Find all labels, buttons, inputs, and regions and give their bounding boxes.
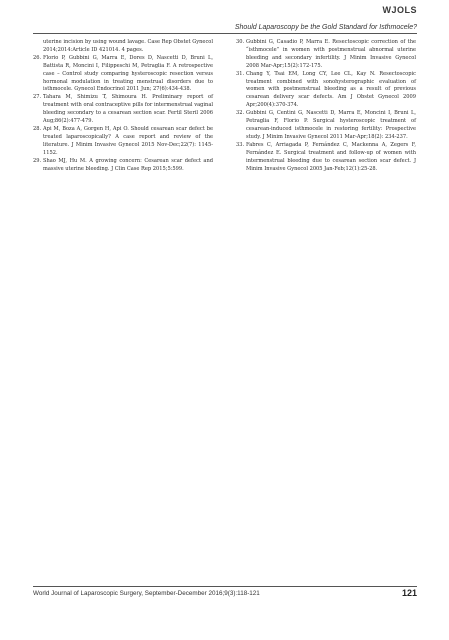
journal-abbreviation: WJOLS [382,5,417,15]
header-divider [33,33,417,34]
reference-number: 30. [236,39,245,45]
reference-item [33,94,213,126]
reference-continuation [33,39,213,55]
reference-item [33,126,213,158]
reference-number: 27. [33,94,42,101]
references-right-column [236,39,416,173]
reference-item [236,142,416,174]
reference-text: uterine incision by using wound lavage. Case Rep Obstet Gynecol 2014;2014:Article ID 421014. 4 pages. [43,39,213,53]
reference-number: 32. [236,110,245,117]
reference-text: Gubbini G, Centini G, Nascetti D, Marra E, Moncini I, Bruni L, Petraglia F, Florio P. Surgical hysteroscopic treatment of cesarean-induced isthmocele in restoring fertility: Prospective study. J Minim Invasive Gynecol 2011 Mar-Apr;18(2): 234-237. [246,110,416,140]
reference-item [33,158,213,174]
reference-text: Fabres C, Arriagada P, Fernández C, Mackenna A, Zegers F, Fernández E. Surgical treatment and follow-up of women with intermenstrual bleeding due to cesarean section scar defect. J Minim Invasive Gynecol 2005 Jan-Feb;12(1):25-28. [246,141,416,172]
reference-number: 29. [33,157,42,164]
page-number: 121 [401,588,417,598]
footer-journal-citation: World Journal of Laparoscopic Surgery, September-December 2016;9(3):118-121 [33,590,260,597]
reference-text: Api M, Boza A, Gorgen H, Api O. Should cesarean scar defect be treated laparoscopically? A case report and review of the literature. J Minim Invasive Gynecol 2015 Nov-Dec;22(7): 1145-1152. [43,125,213,156]
reference-number: 28. [33,125,42,132]
reference-text: Shao MJ, Hu M. A growing concern: Cesarean scar defect and massive uterine bleeding. J Clin Case Rep 2015;5:599. [43,157,213,172]
running-title: Should Laparoscopy be the Gold Standard for Isthmocele? [234,24,417,31]
reference-item [236,71,416,111]
reference-item [236,39,416,71]
reference-number: 26. [33,54,42,61]
reference-number: 31. [236,70,245,77]
reference-number: 33. [236,141,245,148]
reference-text: Chang Y, Tsai EM, Long CY, Lee CL, Kay N. Resectoscopic treatment combined with sonohysterographic evaluation of women with postmenstrual bleeding as a result of previous cesarean delivery scar defects. Am J Obstet Gynecol 2009 Apr;200(4):370-374. [246,70,416,109]
reference-text: Gubbini G, Casadio P, Marra E. Resectoscopic correction of the “isthmocele” in women with postmenstrual abnormal uterine bleeding and secondary infertility. J Minim Invasive Gynecol 2008 Mar-Apr;15(2):172-175. [246,39,416,69]
reference-item [33,55,213,95]
reference-text: Tahara M, Shimizu T, Shimoura H. Preliminary report of treatment with oral contraceptive pills for intermenstrual vaginal bleeding secondary to a cesarean section scar. Fertil Steril 2006 Aug;86(2):477-479. [43,94,213,125]
footer-divider [33,586,417,587]
reference-item [236,110,416,142]
reference-text: Florio P, Gubbini G, Marra E, Dores D, Nascetti D, Bruni L, Battista R, Moncini I, Filippeschi M, Petraglia F. A retrospective case – Control study comparing hysteroscopic resection versus hormonal modulation in treating menstrual disorders due to isthmocele. Gynecol Endocrinol 2011 Jun; 27(6):434-438. [43,54,213,93]
references-left-column [33,39,213,173]
